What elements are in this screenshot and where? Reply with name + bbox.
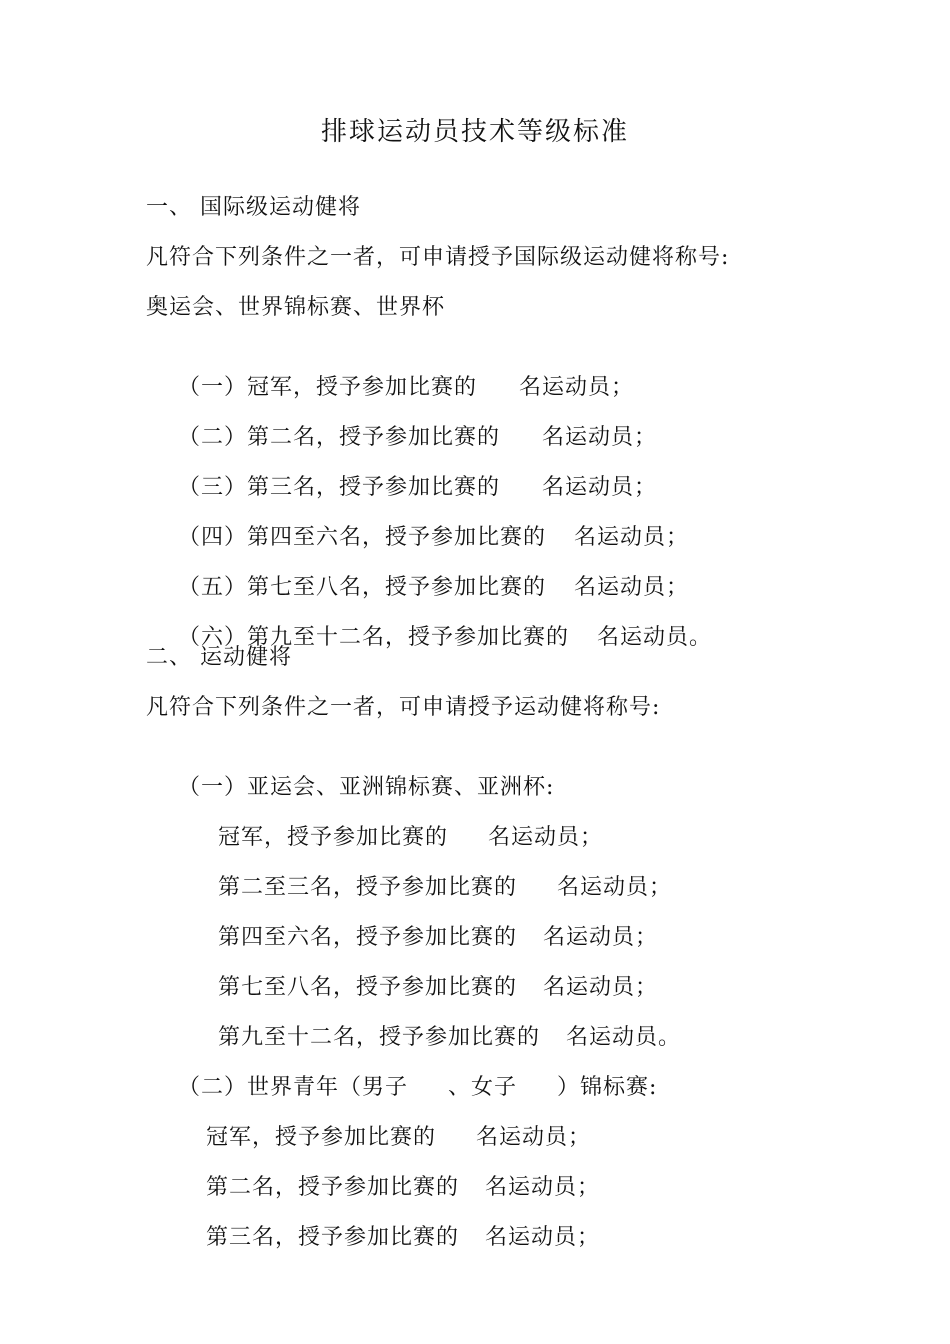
item-tail: 名运动员。 bbox=[597, 625, 713, 650]
item-tail: 名运动员； bbox=[476, 1125, 592, 1150]
item-number: （五） bbox=[177, 575, 247, 600]
subsection-text: 世界青年（男子 bbox=[247, 1075, 409, 1100]
item-tail: 名运动员； bbox=[574, 575, 690, 600]
subsection-text: 、女子 bbox=[448, 1075, 518, 1100]
item-text: 第三名，授予参加比赛的 bbox=[205, 1225, 459, 1250]
item-text: 冠军，授予参加比赛的 bbox=[217, 825, 448, 850]
subsection-text: 亚运会、亚洲锦标赛、亚洲杯: bbox=[247, 775, 555, 800]
item-tail: 名运动员； bbox=[557, 875, 673, 900]
section-2-heading: 二、 运动健将 bbox=[146, 645, 292, 670]
item-text: 第九至十二名，授予参加比赛的 bbox=[217, 1025, 540, 1050]
item-text: 第四至六名，授予参加比赛的 bbox=[247, 525, 547, 550]
item-tail: 名运动员； bbox=[542, 425, 658, 450]
item-number: （二） bbox=[177, 425, 247, 450]
section-2-item bbox=[174, 1193, 600, 1283]
subsection-number: （一） bbox=[177, 775, 247, 800]
item-tail: 名运动员； bbox=[542, 475, 658, 500]
subsection-number: （二） bbox=[177, 1075, 247, 1100]
section-1-intro: 凡符合下列条件之一者，可申请授予国际级运动健将称号: bbox=[146, 245, 730, 270]
item-text: 第二至三名，授予参加比赛的 bbox=[217, 875, 517, 900]
item-tail: 名运动员； bbox=[485, 1225, 601, 1250]
item-text: 第七至八名，授予参加比赛的 bbox=[217, 975, 517, 1000]
item-text: 第二名，授予参加比赛的 bbox=[205, 1175, 459, 1200]
item-text: 第九至十二名，授予参加比赛的 bbox=[247, 625, 570, 650]
item-number: （四） bbox=[177, 525, 247, 550]
item-text: 冠军，授予参加比赛的 bbox=[205, 1125, 436, 1150]
item-tail: 名运动员； bbox=[543, 925, 659, 950]
item-number: （三） bbox=[177, 475, 247, 500]
item-tail: 名运动员； bbox=[574, 525, 690, 550]
section-1-heading: 一、 国际级运动健将 bbox=[146, 195, 361, 220]
item-tail: 名运动员； bbox=[543, 975, 659, 1000]
item-text: 第四至六名，授予参加比赛的 bbox=[217, 925, 517, 950]
item-tail: 名运动员； bbox=[485, 1175, 601, 1200]
item-number: （六） bbox=[177, 625, 247, 650]
item-tail: 名运动员； bbox=[519, 375, 635, 400]
item-number: （一） bbox=[177, 375, 247, 400]
section-1-events: 奥运会、世界锦标赛、世界杯 bbox=[146, 295, 446, 320]
section-2-intro: 凡符合下列条件之一者，可申请授予运动健将称号: bbox=[146, 695, 661, 720]
subsection-text: ）锦标赛: bbox=[557, 1075, 658, 1100]
document-title: 排球运动员技术等级标准 bbox=[320, 117, 629, 147]
item-text: 冠军，授予参加比赛的 bbox=[247, 375, 478, 400]
item-text: 第二名，授予参加比赛的 bbox=[247, 425, 501, 450]
item-text: 第三名，授予参加比赛的 bbox=[247, 475, 501, 500]
item-text: 第七至八名，授予参加比赛的 bbox=[247, 575, 547, 600]
item-tail: 名运动员。 bbox=[566, 1025, 682, 1050]
item-tail: 名运动员； bbox=[488, 825, 604, 850]
